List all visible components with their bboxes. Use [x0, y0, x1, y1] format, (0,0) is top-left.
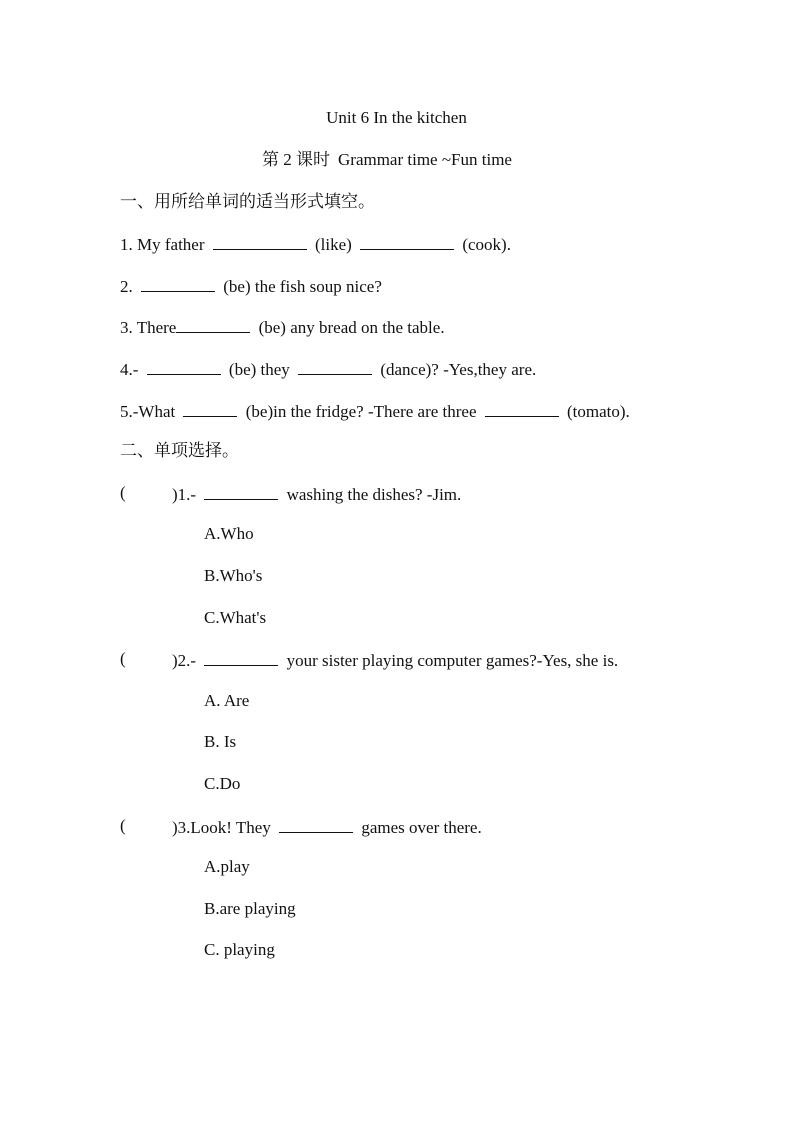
fill-item-4	[120, 358, 536, 380]
answer-blank[interactable]	[204, 483, 278, 500]
answer-blank[interactable]	[176, 316, 250, 333]
question-suffix: games over there.	[361, 818, 482, 837]
item-hint: (like)	[315, 235, 352, 254]
option-a[interactable]: A.Who	[204, 524, 254, 543]
answer-blank[interactable]	[213, 233, 307, 250]
answer-blank[interactable]	[298, 358, 372, 375]
item-text: 3. There	[120, 318, 177, 337]
answer-blank[interactable]	[147, 358, 221, 375]
option-c[interactable]: C. playing	[204, 940, 275, 959]
answer-blank[interactable]	[183, 400, 237, 417]
item-text: 4.-	[120, 360, 139, 379]
option-b[interactable]: B. Is	[204, 732, 237, 751]
fill-item-3	[120, 316, 445, 338]
answer-blank[interactable]	[360, 233, 454, 250]
item-hint: (dance)? -Yes,they are.	[380, 360, 537, 379]
question-suffix: your sister playing computer games?-Yes, she is.	[286, 651, 619, 670]
item-hint: (be) any bread on the table.	[258, 318, 445, 337]
section2-heading: 二、单项选择。	[120, 441, 239, 460]
option-a[interactable]: A.play	[204, 857, 250, 876]
question-suffix: washing the dishes? -Jim.	[286, 485, 462, 504]
lesson-topic: Grammar time ~Fun time	[338, 150, 512, 169]
option-c[interactable]: C.What's	[204, 608, 267, 627]
question-stem	[172, 649, 618, 671]
option-b[interactable]: B.are playing	[204, 899, 296, 918]
item-text: 2.	[120, 277, 133, 296]
answer-paren-open[interactable]: (	[120, 483, 126, 502]
question-prefix: )1.-	[172, 485, 197, 504]
fill-item-5	[120, 400, 630, 422]
answer-paren-open[interactable]: (	[120, 649, 126, 668]
question-stem	[172, 483, 461, 505]
answer-blank[interactable]	[204, 649, 278, 666]
question-stem	[172, 816, 482, 838]
option-b[interactable]: B.Who's	[204, 566, 263, 585]
page-title: Unit 6 In the kitchen	[326, 108, 467, 127]
item-text: 1. My father	[120, 235, 205, 254]
answer-blank[interactable]	[485, 400, 559, 417]
option-c[interactable]: C.Do	[204, 774, 241, 793]
fill-item-2	[120, 275, 382, 297]
lesson-subtitle	[262, 150, 512, 170]
item-hint: (be)in the fridge? -There are three	[245, 402, 477, 421]
item-hint: (tomato).	[567, 402, 630, 421]
question-prefix: )3.Look! They	[172, 818, 271, 837]
section1-heading: 一、用所给单词的适当形式填空。	[120, 192, 375, 211]
lesson-number: 第 2 课时	[262, 150, 330, 169]
answer-blank[interactable]	[141, 275, 215, 292]
item-hint: (be) the fish soup nice?	[223, 277, 382, 296]
item-text: 5.-What	[120, 402, 176, 421]
answer-blank[interactable]	[279, 816, 353, 833]
option-a[interactable]: A. Are	[204, 691, 250, 710]
item-hint: (be) they	[228, 360, 290, 379]
fill-item-1	[120, 233, 511, 255]
question-prefix: )2.-	[172, 651, 197, 670]
item-hint: (cook).	[462, 235, 511, 254]
answer-paren-open[interactable]: (	[120, 816, 126, 835]
